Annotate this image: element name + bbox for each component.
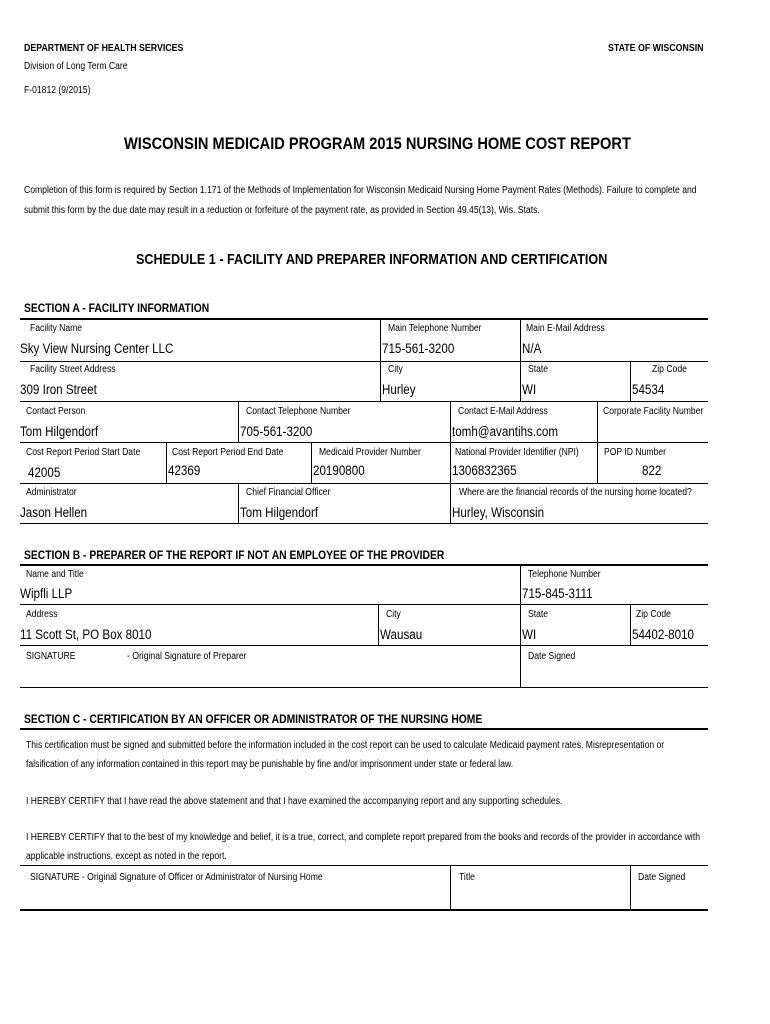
divider (450, 401, 451, 523)
preparer-state-field[interactable]: WI (522, 627, 537, 642)
contact-phone-field[interactable]: 705-561-3200 (240, 424, 313, 439)
divider (238, 483, 239, 523)
divider (597, 401, 598, 483)
contact-email-field[interactable]: tomh@avantihs.com (452, 424, 559, 439)
section-c-heading: SECTION C - CERTIFICATION BY AN OFFICER OR ADMINISTRATOR OF THE NURSING HOME (24, 712, 483, 726)
preparer-address-label: Address (26, 609, 58, 620)
certification-text-3b: applicable instructions, except as noted in the report. (26, 851, 227, 862)
contact-person-label: Contact Person (26, 406, 86, 417)
street-field[interactable]: 309 Iron Street (20, 382, 97, 397)
state-label: State (528, 364, 549, 375)
certification-text-1a: This certification must be signed and submitted before the information included in the cost report can be used to calculate Medicaid payment rates. Misrepresentation or (26, 740, 665, 751)
preparer-city-field[interactable]: Wausau (380, 627, 423, 642)
street-label: Facility Street Address (30, 364, 116, 375)
period-end-label: Cost Report Period End Date (172, 447, 284, 458)
divider (378, 604, 379, 645)
certification-text-1b: falsification of any information contained in this report may be punishable by fine and/or imprisonment under state or federal law. (26, 759, 514, 770)
npi-field[interactable]: 1306832365 (452, 463, 517, 478)
officer-signature-field[interactable] (20, 866, 449, 909)
preparer-name-field[interactable]: Wipfli LLP (20, 586, 73, 601)
section-a-heading: SECTION A - FACILITY INFORMATION (24, 301, 210, 315)
officer-title-label: Title (459, 872, 475, 883)
preparer-signature-field[interactable] (20, 646, 518, 687)
preparer-phone-label: Telephone Number (528, 569, 601, 580)
section-b-heading: SECTION B - PREPARER OF THE REPORT IF NOT AN EMPLOYEE OF THE PROVIDER (24, 548, 445, 562)
medicaid-id-label: Medicaid Provider Number (319, 447, 421, 458)
cfo-field[interactable]: Tom Hilgendorf (240, 505, 319, 520)
section-b-top-rule (20, 564, 708, 566)
preparer-city-label: City (386, 609, 401, 620)
divider (166, 442, 167, 483)
officer-signature-label: SIGNATURE - Original Signature of Officer or Administrator of Nursing Home (30, 872, 323, 883)
officer-title-field[interactable] (451, 866, 629, 909)
zip-field[interactable]: 54534 (632, 382, 665, 397)
rule (20, 401, 708, 402)
period-start-field[interactable]: 42005 (28, 465, 61, 480)
main-phone-field[interactable]: 715-561-3200 (382, 341, 455, 356)
intro-line-1: Completion of this form is required by Section 1.171 of the Methods of Implementation for Wisconsin Medicaid Nursing Home Payment Rates (Methods). Failure to complete and (24, 185, 697, 196)
preparer-phone-field[interactable]: 715-845-3111 (522, 586, 593, 601)
contact-email-label: Contact E-Mail Address (458, 406, 548, 417)
records-location-label: Where are the financial records of the nursing home located? (459, 487, 692, 498)
form-number: F-01812 (9/2015) (24, 85, 91, 96)
department-name: DEPARTMENT OF HEALTH SERVICES (24, 43, 184, 54)
intro-line-2: submit this form by the due date may result in a reduction or forfeiture of the payment rate, as provided in Section 49.45(13), Wis. Stats. (24, 205, 540, 216)
preparer-state-label: State (528, 609, 549, 620)
state-name: STATE OF WISCONSIN (608, 43, 704, 54)
main-phone-label: Main Telephone Number (388, 323, 482, 334)
divider (311, 442, 312, 483)
preparer-date-label: Date Signed (528, 651, 576, 662)
main-email-label: Main E-Mail Address (526, 323, 605, 334)
divider (630, 361, 631, 401)
preparer-name-label: Name and Title (26, 569, 84, 580)
period-start-label: Cost Report Period Start Date (26, 447, 141, 458)
division-name: Division of Long Term Care (24, 61, 128, 72)
city-field[interactable]: Hurley (382, 382, 416, 397)
preparer-signature-note: - Original Signature of Preparer (127, 651, 247, 662)
state-field[interactable]: WI (522, 382, 537, 397)
period-end-field[interactable]: 42369 (168, 463, 201, 478)
rule (20, 604, 708, 605)
main-email-field[interactable]: N/A (522, 341, 542, 356)
divider (630, 604, 631, 645)
medicaid-id-field[interactable]: 20190800 (313, 463, 365, 478)
section-c-bottom-rule (20, 909, 708, 911)
section-a-top-rule (20, 318, 708, 320)
officer-date-label: Date Signed (638, 872, 686, 883)
schedule-title: SCHEDULE 1 - FACILITY AND PREPARER INFORMATION AND CERTIFICATION (136, 251, 608, 268)
npi-label: National Provider Identifier (NPI) (455, 447, 579, 458)
pop-id-label: POP ID Number (604, 447, 666, 458)
contact-phone-label: Contact Telephone Number (246, 406, 351, 417)
contact-person-field[interactable]: Tom Hilgendorf (20, 424, 99, 439)
officer-date-field[interactable] (631, 866, 708, 909)
divider (380, 319, 381, 401)
corporate-number-label: Corporate Facility Number (603, 406, 704, 417)
page-title: WISCONSIN MEDICAID PROGRAM 2015 NURSING HOME COST REPORT (124, 134, 631, 153)
records-location-field[interactable]: Hurley, Wisconsin (452, 505, 545, 520)
section-a-bottom-rule (20, 523, 708, 524)
rule (20, 483, 708, 484)
administrator-label: Administrator (26, 487, 77, 498)
divider (630, 866, 631, 909)
divider (520, 319, 521, 401)
preparer-zip-label: Zip Code (636, 609, 671, 620)
administrator-field[interactable]: Jason Hellen (20, 505, 88, 520)
facility-name-field[interactable]: Sky View Nursing Center LLC (20, 341, 174, 356)
facility-name-label: Facility Name (30, 323, 83, 334)
preparer-zip-field[interactable]: 54402-8010 (632, 627, 694, 642)
zip-label: Zip Code (652, 364, 687, 375)
preparer-signature-label: SIGNATURE (26, 651, 76, 662)
cfo-label: Chief Financial Officer (246, 487, 331, 498)
certification-text-2: I HEREBY CERTIFY that I have read the above statement and that I have examined the accompanying report and any supporting schedules. (26, 796, 563, 807)
divider (520, 565, 521, 687)
section-c-top-rule (20, 728, 708, 730)
divider (238, 401, 239, 442)
rule (20, 442, 708, 443)
certification-text-3a: I HEREBY CERTIFY that to the best of my knowledge and belief, it is a true, correct, and complete report prepared from the books and records of the provider in accordance with (26, 832, 701, 843)
divider (450, 866, 451, 909)
rule (20, 361, 708, 362)
section-b-bottom-rule (20, 687, 708, 688)
preparer-address-field[interactable]: 11 Scott St, PO Box 8010 (20, 627, 152, 642)
pop-id-field[interactable]: 822 (642, 463, 662, 478)
city-label: City (388, 364, 403, 375)
preparer-date-field[interactable] (521, 646, 708, 687)
